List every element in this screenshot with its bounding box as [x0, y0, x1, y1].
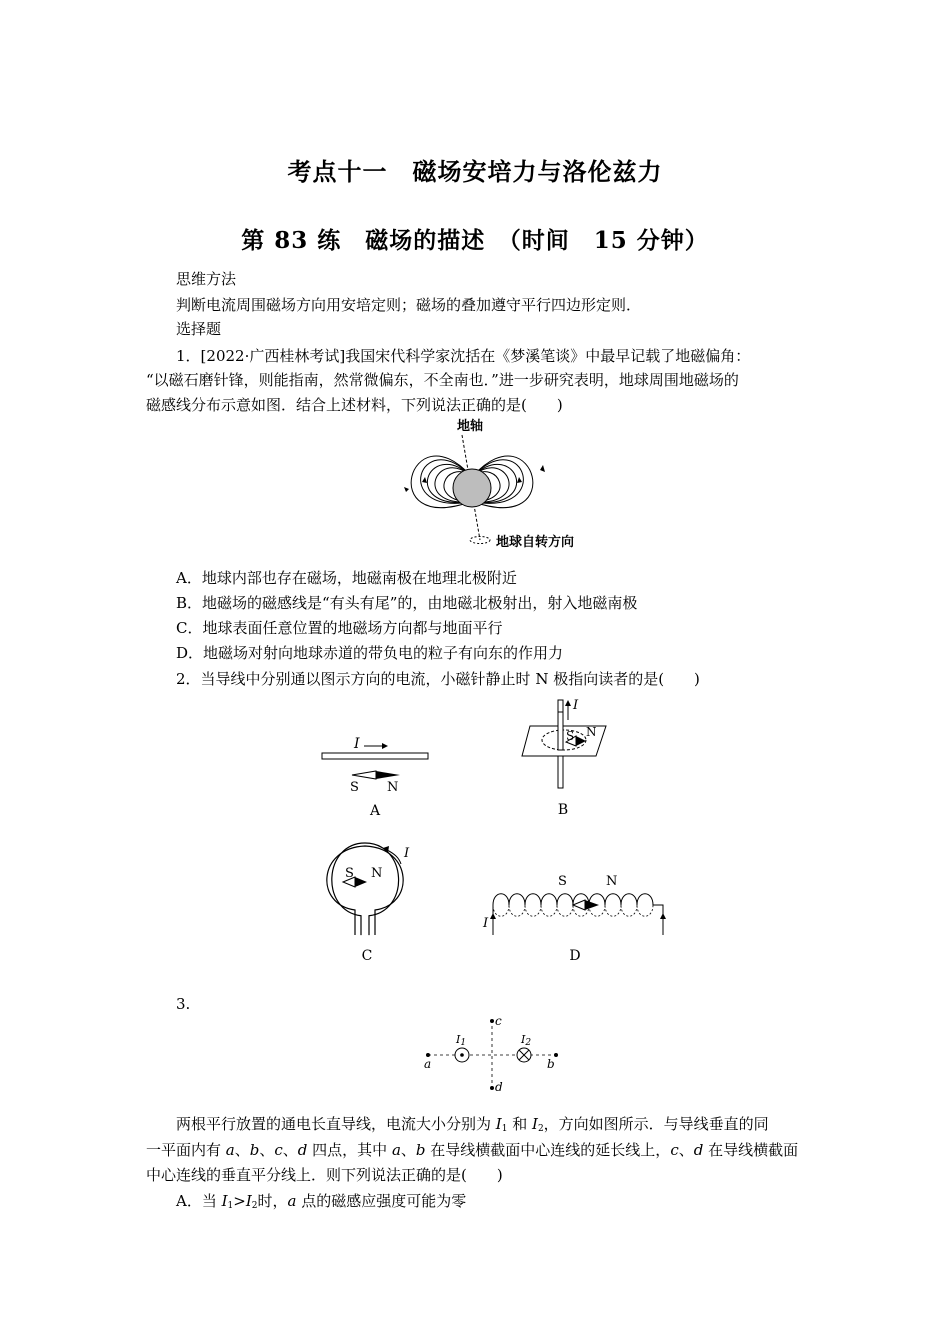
q2-a-s: S	[350, 780, 359, 795]
q2-b-s: S	[566, 729, 575, 743]
q2-c-n: N	[371, 866, 383, 881]
q2-b-n: N	[586, 725, 597, 739]
q1-line-3: 磁感线分布示意如图．结合上述材料，下列说法正确的是( )	[146, 396, 563, 414]
q3-point-d: d	[495, 1080, 503, 1094]
q2-d-current: I	[483, 916, 489, 931]
q2-d-label: D	[569, 948, 581, 964]
q1-line-2: “以磁石磨针锋，则能指南，然常微偏东，不全南也．”进一步研究表明，地球周围地磁场的	[146, 371, 739, 389]
q2-figure-b	[520, 698, 610, 790]
q2-d-n: N	[606, 874, 618, 889]
q2-c-label: C	[361, 948, 373, 964]
section-title: 第 83 练 磁场的描述 （时间 15 分钟）	[241, 227, 709, 254]
q2-figure-c	[315, 840, 415, 940]
q3-line-2: 一平面内有 a、b、c、d 四点，其中 a、b 在导线横截面中心连线的延长线上，c、d 在导线横截面	[146, 1141, 799, 1159]
q3-point-c: c	[495, 1014, 502, 1028]
q2-d-s: S	[558, 874, 567, 889]
q2-c-s: S	[345, 866, 354, 881]
chapter-title: 考点十一 磁场安培力与洛伦兹力	[287, 157, 663, 186]
q3-option-a: A．当 $I_1>I_2$时，a 点的磁感应强度可能为零	[176, 1192, 467, 1211]
q2-a-current: I	[354, 736, 360, 752]
q3-line-3: 中心连线的垂直平分线上．则下列说法正确的是( )	[146, 1166, 503, 1184]
q2-figure-a	[320, 735, 430, 795]
q3-point-b: b	[547, 1057, 555, 1071]
q2-a-label: A	[369, 803, 381, 819]
q2-b-current: I	[573, 698, 579, 713]
q2-stem: 2．当导线中分别通以图示方向的电流，小磁针静止时 N 极指向读者的是( )	[176, 670, 700, 688]
method-text: 判断电流周围磁场方向用安培定则；磁场的叠加遵守平行四边形定则．	[176, 296, 642, 314]
q3-i2-label: $I_2$	[521, 1033, 532, 1048]
q3-i1-label: $I_1$	[456, 1033, 467, 1048]
q2-a-n: N	[387, 780, 399, 795]
method-heading: 思维方法	[176, 270, 237, 288]
q2-figure-d	[485, 885, 670, 940]
q1-option-b: B．地磁场的磁感线是“有头有尾”的，由地磁北极射出，射入地磁南极	[176, 594, 638, 612]
earth-rotation-label: 地球自转方向	[496, 535, 575, 550]
q1-line-1: 1．[2022·广西桂林考试]我国宋代科学家沈括在《梦溪笔谈》中最早记载了地磁偏角：	[176, 347, 751, 365]
q1-option-d: D．地磁场对射向地球赤道的带负电的粒子有向东的作用力	[176, 644, 564, 662]
q2-b-label: B	[557, 802, 569, 818]
q3-number: 3.	[176, 995, 191, 1013]
q2-c-current: I	[404, 846, 410, 861]
earth-axis-label: 地轴	[457, 419, 484, 434]
q1-option-c: C．地球表面任意位置的地磁场方向都与地面平行	[176, 619, 503, 637]
q3-point-a: a	[424, 1057, 432, 1071]
section-heading: 选择题	[176, 320, 222, 338]
q1-option-a: A．地球内部也存在磁场，地磁南极在地理北极附近	[176, 569, 517, 587]
q3-line-1: 两根平行放置的通电长直导线，电流大小分别为 $I_1$ 和 $I_2$，方向如图所示．与导线垂直的同	[176, 1115, 769, 1134]
